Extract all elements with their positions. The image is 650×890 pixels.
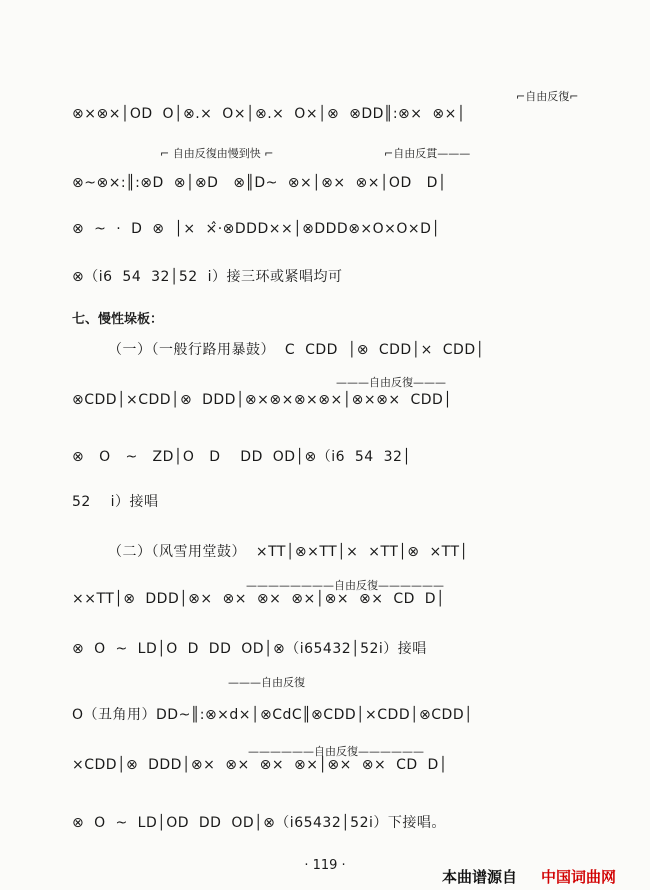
score-line: ⊗×⊗×│OD O│⊗.× O×│⊗.× O×│⊗ ⊗DD║:⊗× ⊗×│: [72, 106, 466, 122]
score-line: 52 i）接唱: [72, 494, 159, 510]
score-line: ×CDD│⊗ DDD│⊗× ⊗× ⊗× ⊗×│⊗× ⊗× CD D│: [72, 757, 448, 773]
repeat-annotation: ⌐自由反復⌐: [516, 90, 579, 103]
watermark-site: 中国词曲网: [541, 868, 617, 886]
score-line: ××TT│⊗ DDD│⊗× ⊗× ⊗× ⊗×│⊗× ⊗× CD D│: [72, 591, 446, 607]
repeat-annotation: ⌐自由反貫———: [384, 147, 471, 160]
score-line: （二）（风雪用堂鼓） ×TT│⊗×TT│× ×TT│⊗ ×TT│: [108, 544, 469, 560]
section-heading: 七、慢性垛板：: [72, 312, 164, 327]
score-line: O（丑角用）DD~║:⊗×d×│⊗CdC║⊗CDD│×CDD│⊗CDD│: [72, 707, 474, 723]
repeat-annotation: ⌐ 自由反復由慢到快 ⌐: [160, 147, 274, 160]
repeat-annotation: ——————自由反復——————: [248, 745, 424, 758]
page-number: · 119 ·: [304, 858, 346, 873]
score-line: ⊗ O ~ LD│OD DD OD│⊗（i65432│52i）下接唱。: [72, 815, 446, 831]
repeat-annotation: ———自由反復: [228, 676, 305, 689]
score-line: ⊗CDD│×CDD│⊗ DDD│⊗×⊗×⊗×⊗×│⊗×⊗× CDD│: [72, 392, 453, 408]
watermark-source: 本曲谱源自: [442, 868, 518, 886]
score-line: ⊗（i6 54 32│52 i）接三环或紧唱均可: [72, 269, 343, 285]
score-line: ⊗ ~ · D ⊗ │× ×̂·⊗DDD××│⊗DDD⊗×O×O×D│: [72, 221, 441, 237]
repeat-annotation: ———自由反復———: [336, 376, 446, 389]
score-line: ⊗~⊗×:║:⊗D ⊗│⊗D ⊗║D~ ⊗×│⊗× ⊗×│OD D│: [72, 175, 447, 191]
repeat-annotation: ————————自由反復——————: [246, 579, 444, 592]
score-line: ⊗ O ~ LD│O D DD OD│⊗（i65432│52i）接唱: [72, 641, 427, 657]
score-line: ⊗ O ~ ZD│O D DD OD│⊗（i6 54 32│: [72, 449, 412, 465]
score-line: （一）（一般行路用暴鼓） C CDD │⊗ CDD│× CDD│: [108, 342, 485, 358]
